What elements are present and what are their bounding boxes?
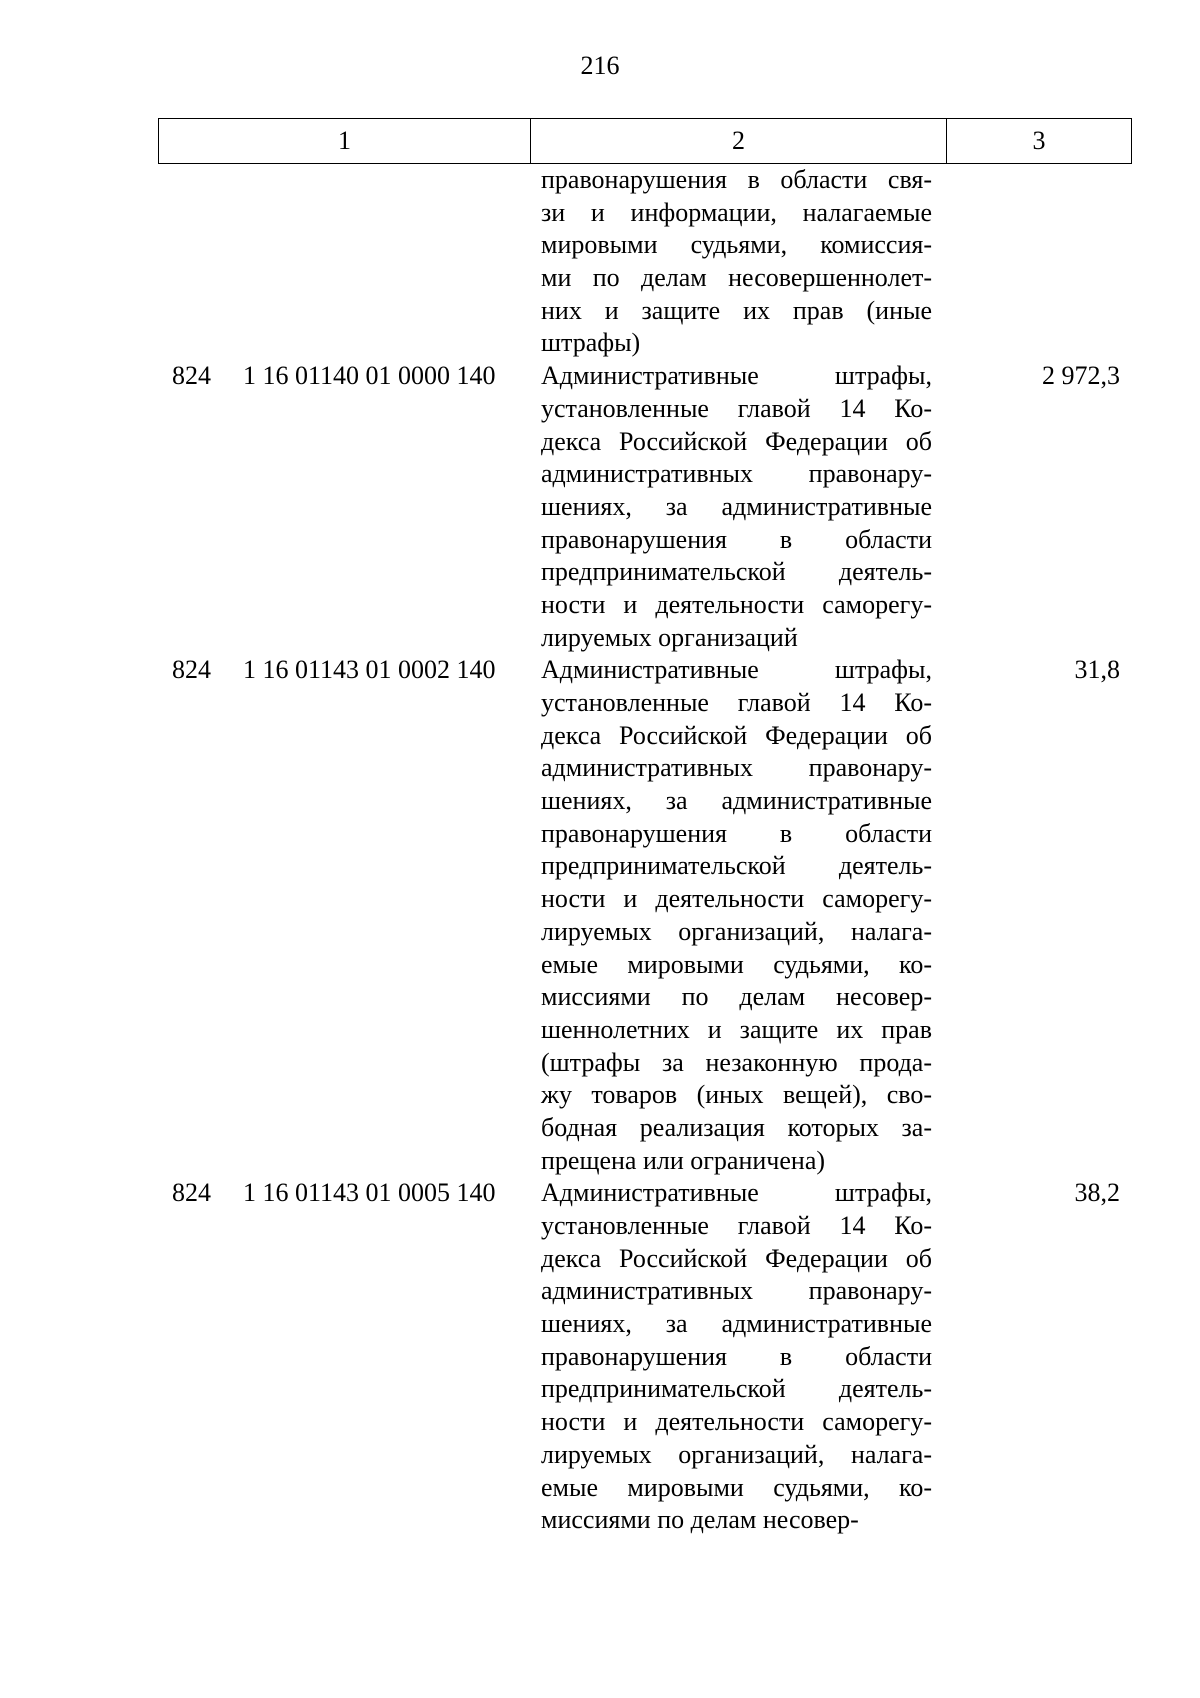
header-col-1: 1 <box>159 119 531 163</box>
description-line: установленные главой 14 Ко- <box>541 393 932 423</box>
table-row <box>158 1177 1132 1537</box>
code-cell <box>158 360 530 654</box>
description-line: шениях, за административные <box>541 491 932 521</box>
description-line: предпринимательской деятель- <box>541 851 932 881</box>
description-line: (штрафы за незаконную прода- <box>541 1047 932 1077</box>
header-col-2: 2 <box>531 119 947 163</box>
description-line: зи и информации, налагаемые <box>541 197 932 227</box>
description-line: ности и деятельности саморегу- <box>541 884 932 914</box>
admin-code: 824 <box>172 655 211 685</box>
description-line: Административные штрафы, <box>541 655 932 685</box>
description-line: миссиями по делам несовер- <box>541 982 932 1012</box>
table-body <box>158 164 1132 1537</box>
table-row <box>158 360 1132 654</box>
description-line: правонарушения в области свя- <box>541 165 932 194</box>
description-line: ми по делам несовершеннолет- <box>541 263 932 293</box>
budget-classification-code: 1 16 01143 01 0005 140 <box>243 1178 496 1208</box>
description-line: установленные главой 14 Ко- <box>541 1211 932 1240</box>
table-row <box>158 164 1132 360</box>
table-header <box>158 118 1132 164</box>
description-line: декса Российской Федерации об <box>541 720 932 750</box>
description-line: административных правонару- <box>541 1276 932 1306</box>
description-cell <box>530 164 946 360</box>
code-cell <box>158 654 530 1177</box>
page-number: 216 <box>580 51 620 80</box>
description-line: правонарушения в области <box>541 1341 932 1371</box>
description-line: емые мировыми судьями, ко- <box>541 1472 932 1502</box>
budget-classification-code: 1 16 01140 01 0000 140 <box>243 361 496 391</box>
description-line: штрафы) <box>541 328 641 358</box>
description-line: миссиями по делам несовер- <box>541 1505 859 1535</box>
description-line: лируемых организаций, налага- <box>541 1439 932 1469</box>
header-col-3: 3 <box>1032 126 1046 155</box>
description-line: шениях, за административные <box>541 786 932 816</box>
description-line: ности и деятельности саморегу- <box>541 589 932 619</box>
description-cell <box>530 654 946 1177</box>
description-line: Административные штрафы, <box>541 361 932 391</box>
sum-cell: 31,8 <box>1074 655 1120 685</box>
description-cell <box>530 360 946 654</box>
description-line: правонарушения в области <box>541 524 932 554</box>
description-line: шениях, за административные <box>541 1309 932 1339</box>
description-line: административных правонару- <box>541 459 932 489</box>
description-line: предпринимательской деятель- <box>541 557 932 587</box>
description-line: установленные главой 14 Ко- <box>541 688 932 717</box>
description-line: административных правонару- <box>541 753 932 783</box>
admin-code: 824 <box>172 361 211 391</box>
description-line: Административные штрафы, <box>541 1178 932 1208</box>
description-line: мировыми судьями, комиссия- <box>541 230 932 260</box>
admin-code: 824 <box>172 1178 211 1208</box>
description-line: лируемых организаций, налага- <box>541 916 932 946</box>
description-line: прещена или ограничена) <box>541 1145 826 1175</box>
description-line: лируемых организаций <box>541 622 798 652</box>
description-line: декса Российской Федерации об <box>541 426 932 456</box>
description-line: декса Российской Федерации об <box>541 1243 932 1273</box>
description-line: жу товаров (иных вещей), сво- <box>541 1080 932 1110</box>
budget-classification-code: 1 16 01143 01 0002 140 <box>243 655 496 685</box>
table-row <box>158 654 1132 1177</box>
description-cell <box>530 1177 946 1537</box>
description-line: бодная реализация которых за- <box>541 1112 932 1142</box>
description-line: правонарушения в области <box>541 818 932 848</box>
sum-cell <box>946 164 1132 360</box>
sum-cell: 38,2 <box>1074 1178 1120 1208</box>
description-line: шеннолетних и защите их прав <box>541 1014 932 1044</box>
description-line: них и защите их прав (иные <box>541 295 932 325</box>
code-cell <box>158 164 530 360</box>
code-cell <box>158 1177 530 1537</box>
sum-cell: 2 972,3 <box>1042 361 1120 391</box>
description-line: емые мировыми судьями, ко- <box>541 949 932 979</box>
description-line: ности и деятельности саморегу- <box>541 1407 932 1437</box>
description-line: предпринимательской деятель- <box>541 1374 932 1404</box>
